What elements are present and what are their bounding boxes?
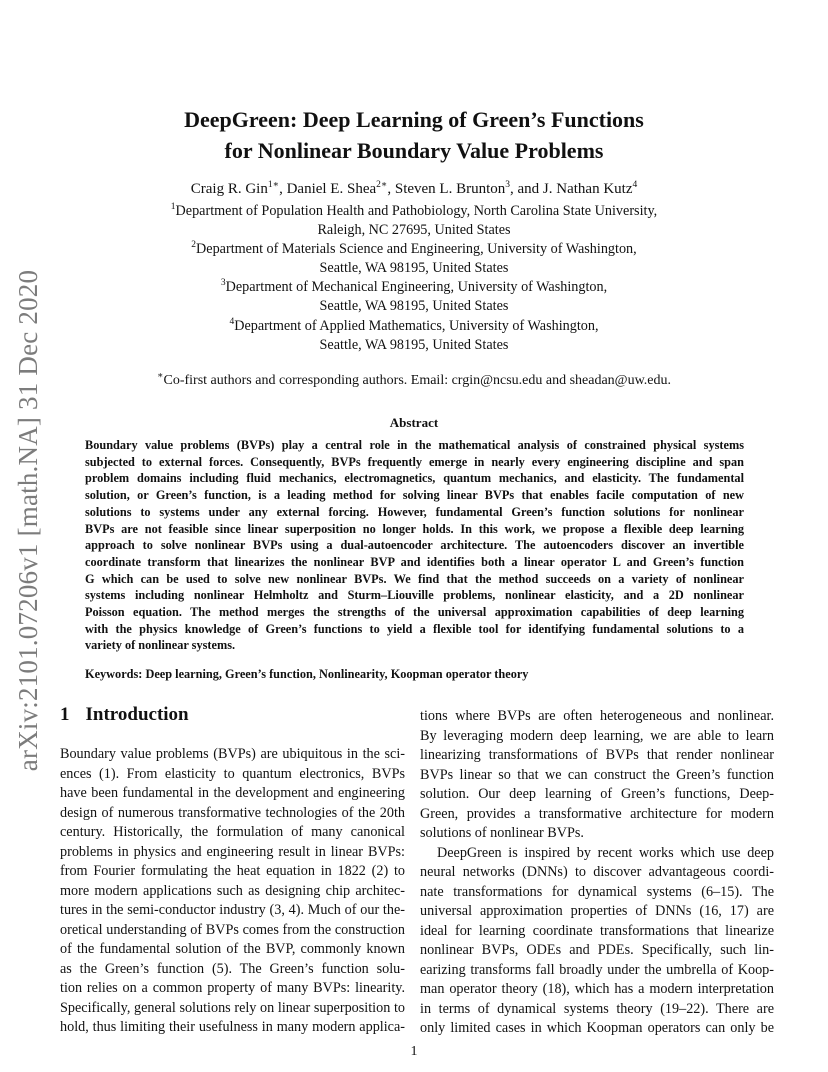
author-name: , and J. Nathan Kutz [510,181,633,197]
author-marker: 3 [505,180,511,190]
affiliation-line [0,317,828,336]
body-line: century. Historically, the formulation of many canonical [60,824,405,840]
body-line: from Fourier formulating the heat equation in 1822 (2) to [60,863,405,879]
body-line: tions where BVPs are often heterogeneous and nonlinear. [420,708,774,724]
section-title: Introduction [85,704,189,725]
body-line: in terms of dynamical systems theory (19–22). There are [420,1000,774,1017]
affiliation-marker: 4 [229,316,235,327]
section-heading [60,704,189,726]
affiliation-text: Department of Materials Science and Engineering, University of Washington, [196,241,637,258]
author-name: , Steven L. Brunton [387,181,506,197]
title-line: DeepGreen: Deep Learning of Green’s Functions [184,107,644,132]
author-name: , Daniel E. Shea [279,181,377,197]
body-line: BVPs linear so that we can construct the Green’s function [420,766,774,783]
body-line: solutions of nonlinear BVPs. [420,825,584,841]
abstract-body [85,437,744,654]
title-line: for Nonlinear Boundary Value Problems [224,138,604,163]
abstract-line: solution, or Green’s function, is a leading method for solving linear BVPs that enables facile computation of new [85,488,744,503]
body-line: oretical understanding of BVPs comes from the construction [60,921,405,938]
affiliation-text: Department of Mechanical Engineering, University of Washington, [225,279,608,296]
body-line: only limited cases in which Koopman operators can only be [420,1020,774,1036]
body-line: nonlinear BVPs, ODEs and PDEs. Specifically, such lin- [420,942,774,958]
author-name: Craig R. Gin [190,181,268,197]
abstract-line: solutions to systems under any external forcing. However, fundamental Green’s function solutions for nonlinear [85,504,744,519]
body-line: solution. Our deep learning of Green’s functions, Deep- [420,786,774,802]
body-line: By leveraging modern deep learning, we are able to learn [420,727,774,744]
affiliation-text: Department of Applied Mathematics, University of Washington, [234,317,599,334]
body-line: more modern applications such as designing chip architec- [60,882,405,899]
affiliations [0,202,828,355]
affiliation-marker: 3 [220,278,226,289]
affiliation-marker: 2 [191,240,197,251]
author-list [0,180,828,199]
affiliation-marker: 1 [170,202,176,212]
affiliation-line: Seattle, WA 98195, United States [319,336,509,353]
body-line: universal approximation properties of DNNs (16, 17) are [420,903,774,919]
affiliation-line [0,278,828,297]
abstract-line: G which can be used to solve new nonlinear BVPs. We find that the method succeeds on a variety of nonlinear [85,571,744,586]
paper-title [0,104,828,166]
body-line: ideal for learning coordinate transformations that linearize [420,922,774,939]
abstract-heading: Abstract [389,415,439,430]
abstract-line: Boundary value problems (BVPs) play a central role in the mathematical analysis of constrained physical systems [85,438,744,452]
footnote-text: Co-first authors and corresponding authors. Email: crgin@ncsu.edu and sheadan@uw.edu. [163,373,671,388]
abstract-line: with the physics knowledge of Green’s functions to yield a flexible tool for identifying fundamental solutions to a [85,621,744,636]
body-line: Specifically, general solutions rely on linear superposition to [60,999,405,1016]
left-column [60,745,405,1038]
body-line: linearizing transformations of BVPs that render nonlinear [420,747,774,763]
body-line: Green, provides a transformative architecture for modern [420,805,774,822]
body-line: hold, thus limiting their usefulness in many modern applica- [60,1019,405,1035]
affiliation-text: Department of Population Health and Pathobiology, North Carolina State University, [175,203,658,219]
arxiv-identifier-text: arXiv:2101.07206v1 [math.NA] 31 Dec 2020 [13,269,44,771]
abstract-line: problem domains including fluid mechanics, electromagnetics, quantum mechanics, and elasticity. The fundamental [85,471,744,486]
abstract-line: coordinate transform that linearizes the nonlinear BVP and identifies both a linear operator L and Green’s function [85,554,744,569]
body-line: earizing transforms fall broadly under the umbrella of Koop- [420,961,774,978]
body-line: man operator theory (18), which has a modern interpretation [420,981,774,997]
body-line: DeepGreen is inspired by recent works which use deep [437,844,774,861]
keywords: Keywords: Deep learning, Green’s function, Nonlinearity, Koopman operator theory [85,667,529,681]
author-marker: 1∗ [267,180,280,190]
body-line: have been fundamental in the development and engineering [60,785,405,801]
abstract-line: subjected to external forces. Consequently, BVPs frequently emerge in nearly every engineering discipline and span [85,454,744,469]
section-number: 1 [60,704,70,725]
body-line: nate transformations for dynamical systems (6–15). The [420,883,774,900]
body-line: tion relies on a common property of many BVPs: linearity. [60,980,405,996]
affiliation-line: Seattle, WA 98195, United States [319,260,509,277]
author-marker: 4 [632,180,638,190]
body-line: as the Green’s function (5). The Green’s function solu- [60,960,405,977]
abstract-line: BVPs are not feasible since linear superposition no longer holds. In this work, we propose a flexible deep learning [85,521,744,536]
affiliation-line [0,202,828,221]
body-line: Boundary value problems (BVPs) are ubiquitous in the sci- [60,746,405,762]
affiliation-line: Seattle, WA 98195, United States [319,298,509,315]
right-column [420,707,774,1039]
abstract-line: Poisson equation. The method merges the strengths of the universal approximation capabilities of deep learning [85,605,744,620]
body-line: problems in physics and engineering result in linear BVPs: [60,843,405,860]
author-footnote [0,372,828,390]
footnote-marker: ∗ [157,371,164,381]
body-line: tures in the semi-conductor industry (3, 4). Much of our the- [60,902,405,918]
abstract-line: variety of nonlinear systems. [85,638,236,653]
page-number: 1 [410,1044,418,1059]
affiliation-line: Raleigh, NC 27695, United States [317,222,511,239]
abstract-line: approach to solve nonlinear BVPs using a dual-autoencoder architecture. The autoencoders discover an invertible [85,538,744,553]
body-line: neural networks (DNNs) to discover advantageous coordi- [420,864,774,880]
body-line: ences (1). From elasticity to quantum electronics, BVPs [60,765,405,782]
body-line: design of numerous transformative technologies of the 20th [60,804,405,821]
affiliation-line [0,240,828,259]
abstract-line: systems including nonlinear Helmholtz and Sturm–Liouville problems, nonlinear elasticity, and a 2D nonlinear [85,588,744,603]
author-marker: 2∗ [376,180,388,190]
body-line: of the fundamental solution of the BVP, commonly known [60,941,405,957]
